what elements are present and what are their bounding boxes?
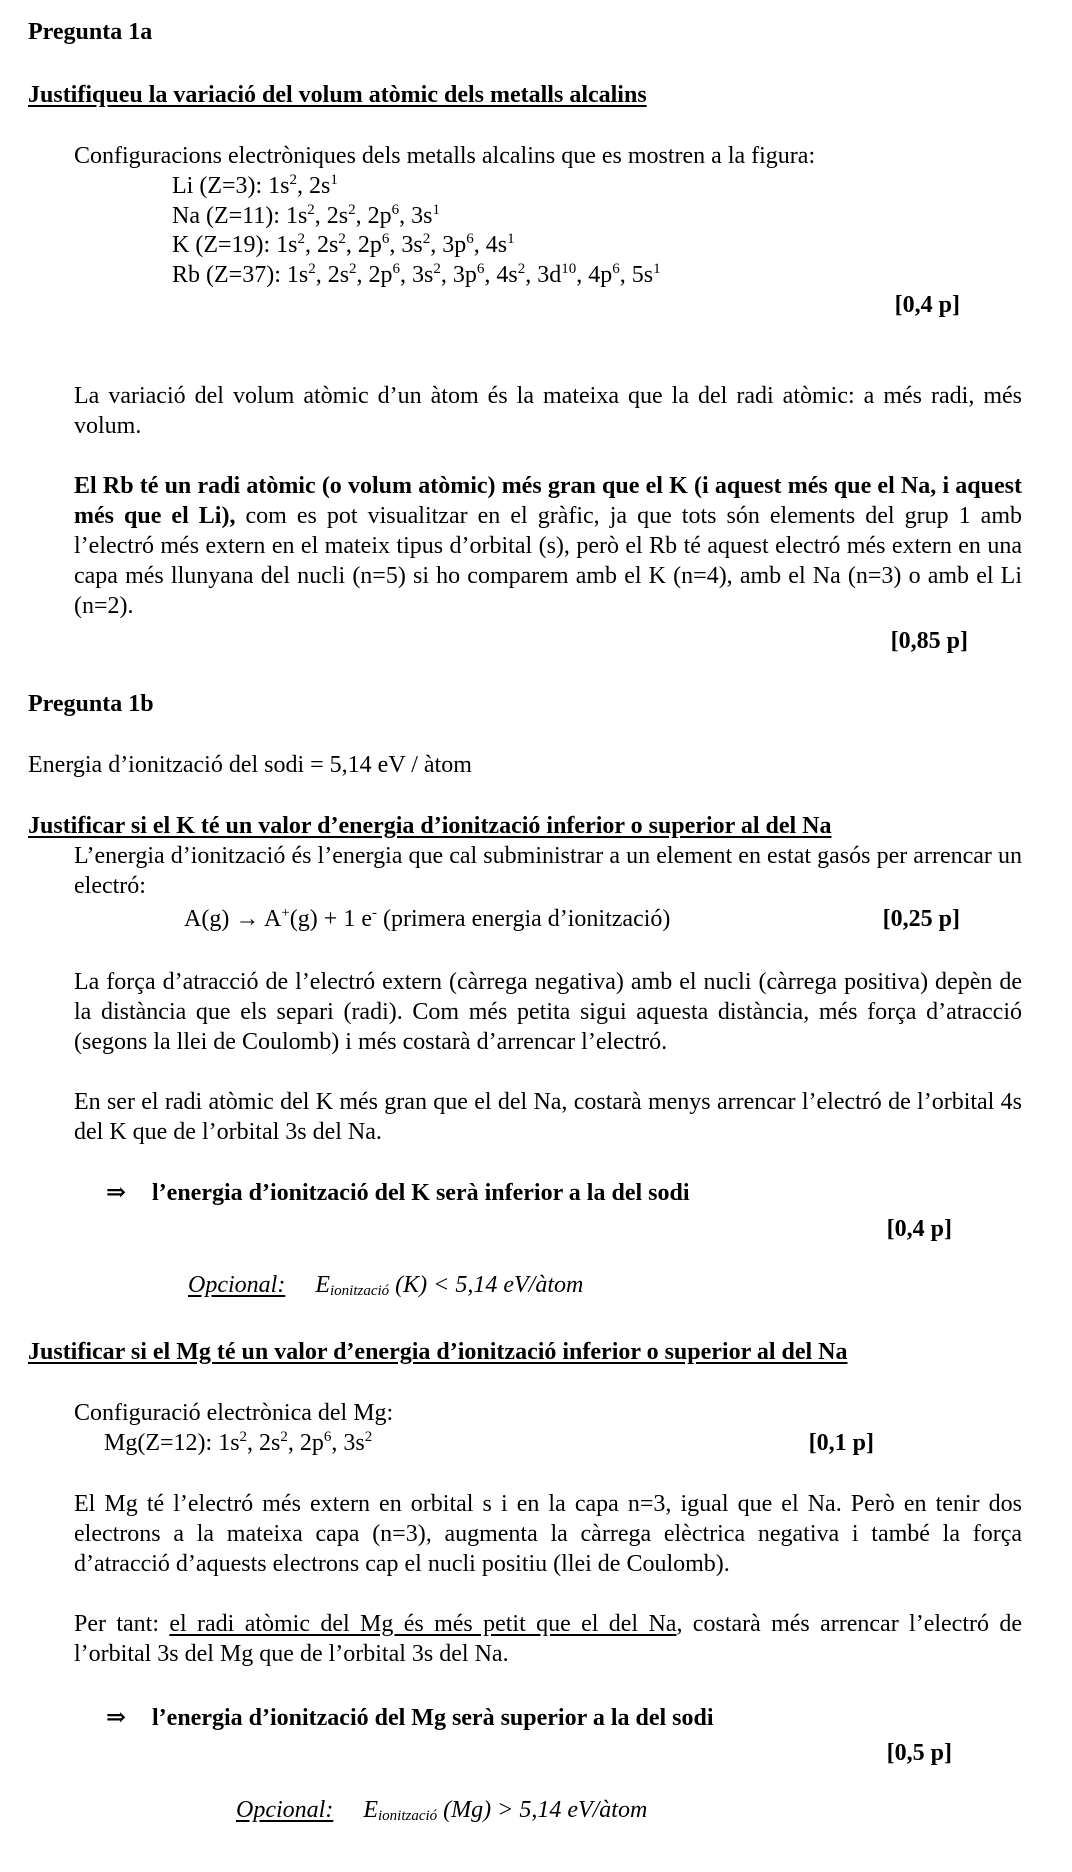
config-na: [172, 201, 440, 231]
electron-count: 2: [517, 261, 526, 277]
q1a-heading: Pregunta 1a: [28, 19, 153, 45]
config-rb: [172, 260, 661, 290]
mg-section-title: Justificar si el Mg té un valor d’energia d’ionització inferior o superior al del Na: [28, 1339, 848, 1365]
orbital-label: , 4s: [473, 232, 508, 258]
equation-charge-minus: -: [371, 905, 377, 921]
electron-count: 1: [330, 172, 338, 188]
q1b-heading: Pregunta 1b: [28, 691, 154, 717]
k-conclusion: [106, 1178, 690, 1208]
mg-optional: [236, 1795, 647, 1825]
config-k: [172, 230, 515, 260]
energy-symbol: E: [363, 1797, 378, 1823]
k-optional-inequality: (K) < 5,14 eV/àtom: [389, 1272, 584, 1298]
config-mg: [104, 1428, 372, 1458]
electron-count: 10: [561, 261, 577, 277]
orbital-label: , 2p: [345, 232, 382, 258]
orbital-label: , 2p: [287, 1430, 324, 1456]
k-score: [0,4 p]: [886, 1216, 952, 1242]
electron-count: 2: [308, 261, 316, 277]
q1a-justification-rest: com es pot visualitzar en el gràfic, ja que tots són elements del grup 1 amb l’electró més extern en el mateix tipus d’orbital (s), però el Rb té aquest electró més extern en una capa més llunyana del nucli (n=5) si ho comparem amb el K (n=4), amb el Na (n=3) o amb el Li (n=2).: [74, 503, 1022, 619]
orbital-label: , 3s: [399, 203, 433, 229]
orbital-label: , 3d: [525, 262, 562, 288]
electron-count: 6: [391, 202, 400, 218]
orbital-label: , 3s: [389, 232, 423, 258]
electron-count: 2: [297, 231, 306, 247]
config-prefix: Li (Z=3): 1s: [172, 173, 290, 199]
electron-count: 6: [381, 231, 390, 247]
mg-conclusion: [106, 1703, 714, 1733]
mg-radius-rest: , costarà més arrencar l’electró de l’orbital 3s del Mg que de l’orbital 3s del Na.: [74, 1611, 1023, 1667]
mg-radius-prefix: Per tant:: [74, 1611, 170, 1637]
orbital-label: , 3p: [440, 262, 477, 288]
electron-count: 2: [364, 1429, 373, 1445]
config-prefix: Rb (Z=37): 1s: [172, 262, 309, 288]
orbital-label: , 2s: [315, 262, 350, 288]
equation-part-a: A(g) → A: [184, 906, 282, 932]
energy-symbol: E: [315, 1272, 330, 1298]
mg-radius-paragraph: [74, 1609, 1022, 1669]
electron-count: 2: [433, 261, 441, 277]
orbital-label: , 2s: [247, 1430, 281, 1456]
electron-count: 2: [280, 1429, 288, 1445]
electron-count: 2: [338, 231, 346, 247]
equation-part-c: (primera energia d’ionització): [376, 906, 671, 932]
k-section-title: Justificar si el K té un valor d’energia d’ionització inferior o superior al del Na: [28, 813, 832, 839]
mg-optional-inequality: (Mg) > 5,14 eV/àtom: [437, 1797, 648, 1823]
orbital-label: , 5s: [619, 262, 654, 288]
orbital-label: , 2s: [314, 203, 349, 229]
optional-label: Opcional:: [188, 1272, 286, 1298]
equation-part-b: (g) + 1 e: [289, 906, 372, 932]
orbital-label: , 4s: [484, 262, 518, 288]
q1a-score-2: [0,85 p]: [890, 628, 968, 654]
electron-count: 2: [348, 202, 356, 218]
implies-icon: ⇒: [106, 1180, 127, 1206]
mg-score: [0,5 p]: [886, 1740, 952, 1766]
orbital-label: , 3s: [400, 262, 434, 288]
mg-radius-underlined: el radi atòmic del Mg és més petit que el del Na: [169, 1611, 677, 1637]
electron-count: 6: [323, 1429, 332, 1445]
electron-count: 6: [612, 261, 620, 277]
k-conclusion-text: l’energia d’ionització del K serà inferior a la del sodi: [152, 1180, 690, 1206]
coulomb-force-paragraph: La força d’atracció de l’electró extern (càrrega negativa) amb el nucli (càrrega positiva) depèn de la distància que els separi (radi). Com més petita sigui aquesta distància, més força d’atracció (segons la llei de Coulomb) i més costarà d’arrencar l’electró.: [74, 969, 1022, 1055]
k-optional: [188, 1270, 583, 1300]
equation-score: [0,25 p]: [882, 906, 960, 932]
config-li: [172, 171, 338, 201]
electron-count: 1: [432, 202, 440, 218]
electron-count: 2: [422, 231, 431, 247]
orbital-label: , 2s: [305, 232, 339, 258]
config-prefix: Na (Z=11): 1s: [172, 203, 308, 229]
electron-count: 6: [466, 231, 474, 247]
energy-subscript: ionització: [377, 1808, 438, 1824]
electron-count: 6: [392, 261, 401, 277]
k-radius-paragraph: En ser el radi atòmic del K més gran que el del Na, costarà menys arrencar l’electró de l’orbital 4s del K que de l’orbital 3s del Na.: [74, 1089, 1022, 1145]
orbital-label: , 4p: [576, 262, 613, 288]
orbital-label: , 3s: [331, 1430, 365, 1456]
energy-subscript: ionització: [329, 1283, 390, 1299]
electron-count: 2: [289, 172, 298, 188]
optional-label: Opcional:: [236, 1797, 334, 1823]
electron-count: 2: [239, 1429, 248, 1445]
electron-count: 2: [307, 202, 315, 218]
mg-conclusion-text: l’energia d’ionització del Mg serà superior a la del sodi: [152, 1705, 714, 1731]
electron-count: 1: [507, 231, 515, 247]
config-prefix: K (Z=19): 1s: [172, 232, 298, 258]
config-prefix: Mg(Z=12): 1s: [104, 1430, 240, 1456]
orbital-label: , 2p: [356, 262, 393, 288]
q1a-justification-bold: El Rb té un radi atòmic (o volum atòmic) més gran que el K (i aquest més que el Na, i aquest més que el Li),: [74, 473, 1022, 529]
mg-config-score: [0,1 p]: [808, 1430, 874, 1456]
q1a-volume-paragraph: La variació del volum atòmic d’un àtom és la mateixa que la del radi atòmic: a més radi, més volum.: [74, 383, 1022, 439]
q1a-title: Justifiqueu la variació del volum atòmic dels metalls alcalins: [28, 82, 647, 108]
orbital-label: , 3p: [430, 232, 467, 258]
orbital-label: , 2s: [297, 173, 331, 199]
ionization-equation: [184, 904, 670, 934]
electron-count: 6: [476, 261, 485, 277]
ionization-definition: L’energia d’ionització és l’energia que cal subministrar a un element en estat gasós per arrencar un electró:: [74, 843, 1022, 899]
electron-count: 1: [653, 261, 661, 277]
q1a-justification-paragraph: [74, 471, 1022, 621]
implies-icon: ⇒: [106, 1705, 127, 1731]
mg-config-intro: Configuració electrònica del Mg:: [74, 1400, 394, 1426]
mg-electron-paragraph: El Mg té l’electró més extern en orbital s i en la capa n=3, igual que el Na. Però en tenir dos electrons a la mateixa capa (n=3), augmenta la càrrega elèctrica negativa i també la força d’atracció d’aquests electrons cap el nucli positiu (llei de Coulomb).: [74, 1491, 1022, 1577]
equation-charge-plus: +: [281, 905, 290, 921]
q1a-score-1: [0,4 p]: [894, 292, 960, 318]
orbital-label: , 2p: [355, 203, 392, 229]
sodium-energy-line: Energia d’ionització del sodi = 5,14 eV / àtom: [28, 752, 472, 778]
q1a-config-intro: Configuracions electròniques dels metalls alcalins que es mostren a la figura:: [74, 143, 816, 169]
electron-count: 2: [349, 261, 357, 277]
